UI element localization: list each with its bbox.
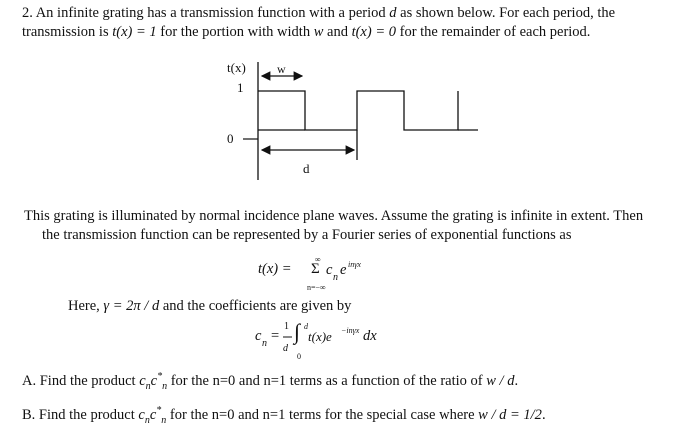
intro-text-2: as shown below. For each period, the — [400, 5, 616, 21]
problem-number: 2. — [22, 5, 33, 21]
series-lhs: t(x) = — [258, 261, 292, 277]
coeff-sub-n: n — [262, 338, 267, 349]
question-a-period: . — [514, 373, 519, 389]
series-e: e — [340, 262, 347, 278]
integral-upper: d — [304, 322, 308, 331]
paragraph-line-1: This grating is illuminated by normal incidence plane waves. Assume the grating is infinite in extent. Then — [24, 208, 644, 224]
integral-sign: ∫ — [294, 319, 301, 344]
series-lower-limit: n=−∞ — [307, 283, 326, 292]
y-axis-label: t(x) — [227, 60, 246, 75]
line2-var-w: w — [313, 24, 324, 40]
question-b-text-2: for the n=0 and n=1 terms for the special case where — [169, 407, 475, 423]
question-b-text-1: Find the product — [38, 407, 135, 423]
line2-text-a: transmission is — [22, 24, 109, 40]
paragraph-line-2: the transmission function can be represented by a Fourier series of exponential functions as — [42, 227, 572, 243]
integrand-dx: dx — [363, 328, 377, 344]
coeff-equals: = — [271, 328, 280, 344]
gamma-definition: γ = 2π / d — [103, 298, 160, 314]
series-c: c — [326, 262, 333, 278]
question-b — [22, 407, 546, 424]
integrand: t(x)e — [308, 329, 332, 344]
line2-text-b: for the portion with width — [160, 24, 311, 40]
series-sub-n: n — [333, 272, 338, 283]
integrand-exponent: −inγx — [341, 326, 360, 335]
intro-var-d: d — [389, 5, 397, 21]
line2-text-c: and — [327, 24, 348, 40]
question-a-product: $c_nc^*_n$ — [139, 371, 168, 392]
integral-lower: 0 — [297, 352, 301, 361]
frac-denominator: d — [283, 343, 288, 354]
coeff-c: c — [255, 328, 262, 344]
question-b-period: . — [541, 407, 546, 423]
tick-label-0: 0 — [227, 131, 234, 146]
frac-numerator: 1 — [284, 321, 289, 332]
question-a — [22, 373, 518, 390]
question-a-ratio: w / d — [486, 373, 515, 389]
period-label: d — [303, 161, 310, 176]
coeff-text: and the coefficients are given by — [162, 298, 352, 314]
series-sum-symbol: Σ — [311, 261, 320, 277]
tick-label-1: 1 — [237, 80, 244, 95]
question-b-product: $c_nc^*_n$ — [138, 405, 167, 426]
question-b-ratio: w / d = 1/2 — [478, 407, 542, 423]
question-b-label: B. — [22, 407, 36, 423]
question-a-label: A. — [22, 373, 37, 389]
question-a-text-2: for the n=0 and n=1 terms as a function of the ratio of — [170, 373, 483, 389]
here-text: Here, — [68, 298, 100, 314]
intro-text-1: An infinite grating has a transmission function with a period — [35, 5, 386, 21]
question-a-text-1: Find the product — [39, 373, 136, 389]
eq-t-equals-0: t(x) = 0 — [351, 24, 396, 40]
eq-t-equals-1: t(x) = 1 — [112, 24, 157, 40]
line2-text-d: for the remainder of each period. — [399, 24, 591, 40]
width-label: w — [277, 62, 286, 76]
series-upper-limit: ∞ — [315, 255, 321, 264]
series-exponent: inγx — [348, 260, 361, 269]
